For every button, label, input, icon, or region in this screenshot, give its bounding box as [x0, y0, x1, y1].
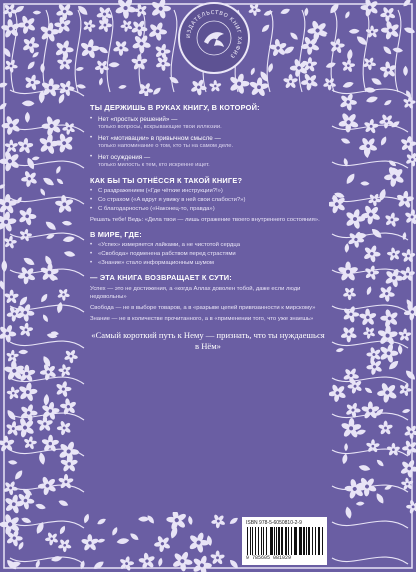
flower-ornament [53, 379, 74, 399]
leaf-ornament [228, 516, 239, 525]
flower-ornament [5, 349, 19, 363]
flower-ornament [337, 323, 360, 346]
leaf-ornament [250, 67, 256, 76]
leaf-ornament [280, 7, 291, 15]
flower-ornament [42, 529, 61, 548]
leaf-ornament [76, 83, 86, 89]
leaf-ornament [404, 369, 416, 382]
flower-ornament [51, 129, 78, 157]
vine-ornament [299, 10, 305, 92]
leaf-ornament [51, 555, 63, 563]
leaf-ornament [388, 159, 398, 168]
leaf-ornament [187, 515, 193, 525]
flower-ornament [148, 0, 174, 21]
leaf-ornament [22, 256, 36, 267]
logo-text: ИЗДАТЕЛЬСТВО КНИГ ХАФИЗ [185, 9, 243, 60]
barcode-bar [303, 527, 305, 555]
barcode-bar [306, 527, 307, 555]
barcode-bar [308, 527, 310, 555]
leaf-ornament [356, 501, 365, 506]
leaf-ornament [111, 526, 119, 536]
leaf-ornament [38, 452, 46, 465]
leaf-ornament [58, 499, 70, 507]
vine-ornament [332, 161, 408, 168]
flower-ornament [55, 53, 75, 73]
flower-ornament [373, 378, 402, 407]
barcode-bar [250, 527, 251, 555]
leaf-ornament [83, 513, 91, 524]
flower-ornament [402, 95, 416, 110]
flower-ornament [320, 74, 339, 92]
vine-ornament [332, 377, 408, 384]
flower-ornament [401, 249, 416, 263]
flower-ornament [340, 303, 362, 324]
leaf-ornament [57, 93, 66, 105]
vine-ornament [10, 161, 84, 168]
flower-ornament [357, 306, 380, 329]
barcode-bar [258, 527, 259, 555]
flower-ornament [334, 108, 363, 137]
leaf-ornament [8, 460, 18, 465]
flower-ornament [4, 289, 20, 304]
leaf-ornament [375, 492, 386, 505]
flower-ornament [357, 0, 383, 20]
flower-ornament [145, 19, 171, 44]
flower-ornament [15, 204, 39, 227]
leaf-ornament [56, 177, 65, 185]
leaf-ornament [364, 87, 376, 93]
vine-ornament [10, 341, 84, 348]
leaf-ornament [360, 181, 369, 186]
list-item: • С раздражением («Где чёткие инструкции?!») [90, 188, 223, 194]
leaf-ornament [358, 464, 371, 472]
leaf-ornament [43, 394, 49, 406]
leaf-ornament [26, 60, 36, 71]
list-item: • Нет осуждения — только милость к тем, кто искренне ищет. [90, 154, 210, 168]
flower-ornament [22, 72, 42, 92]
publisher-logo [178, 2, 250, 74]
barcode-bar [312, 527, 313, 555]
flower-ornament [208, 511, 228, 531]
flower-ornament [397, 456, 416, 481]
leaf-ornament [56, 301, 63, 313]
flower-ornament [16, 381, 39, 404]
section-essence [90, 273, 326, 323]
leaf-ornament [0, 183, 6, 190]
leaf-ornament [58, 525, 66, 536]
leaf-ornament [97, 538, 106, 543]
leaf-ornament [304, 7, 309, 16]
leaf-ornament [1, 260, 7, 273]
leaf-ornament [375, 458, 385, 467]
leaf-ornament [25, 112, 30, 123]
flower-ornament [56, 78, 77, 98]
leaf-ornament [129, 532, 140, 542]
leaf-ornament [33, 11, 41, 15]
flower-ornament [39, 400, 62, 422]
leaf-ornament [21, 516, 32, 524]
barcode-bar [281, 527, 283, 555]
flower-ornament [403, 497, 416, 517]
barcode-bar [300, 527, 301, 555]
flower-ornament [55, 286, 73, 303]
vine-ornament [10, 557, 84, 564]
flower-ornament [152, 42, 172, 62]
flower-ornament [377, 17, 404, 44]
barcode-bar [278, 527, 280, 555]
flower-ornament [78, 37, 102, 61]
isbn-text: ISBN 978-5-6050810-2-9 [246, 520, 302, 526]
leaf-ornament [392, 47, 403, 54]
flower-ornament [363, 264, 381, 282]
list-item: • «Знание» стало информационным шумом [90, 260, 214, 267]
flower-ornament [14, 262, 40, 288]
heading-in-world: В МИРЕ, ГДЕ: [90, 229, 142, 239]
barcode-bar [285, 527, 287, 555]
flower-ornament [187, 76, 209, 98]
flower-ornament [61, 347, 80, 366]
barcode-bar [261, 527, 262, 555]
leaf-ornament [17, 541, 25, 551]
flower-ornament [16, 137, 35, 155]
paragraph: Успех — это не достижения, а «когда Аллах доволен тобой, даже если люди недовольны» [90, 286, 301, 300]
decision-text: Решать тебе! Ведь: «Дела твои — лишь отражение твоего внутреннего состояния». [90, 216, 320, 223]
flower-ornament [362, 118, 380, 135]
leaf-ornament [403, 26, 416, 35]
leaf-ornament [97, 45, 109, 55]
section-book-contains [90, 103, 326, 169]
leaf-ornament [398, 345, 403, 355]
leaf-ornament [289, 31, 299, 41]
flower-ornament [0, 321, 20, 345]
list-item: • «Свобода» подменена рабством перед страстями [90, 251, 236, 258]
flower-ornament [398, 134, 416, 153]
leaf-ornament [62, 220, 73, 226]
leaf-ornament [344, 10, 351, 19]
barcode-bars [246, 527, 323, 555]
flower-ornament [357, 200, 385, 228]
flower-ornament [403, 208, 416, 226]
paragraph: Знание — не в количестве прочитанного, а в «применении того, что уже знаешь» [90, 316, 314, 323]
flower-ornament [385, 245, 403, 264]
leaf-ornament [92, 560, 105, 571]
leaf-ornament [75, 66, 84, 72]
leaf-ornament [364, 386, 374, 394]
flower-ornament [79, 531, 101, 554]
flower-ornament [361, 324, 379, 342]
heading-essence: — ЭТА КНИГА ВОЗВРАЩАЕТ К СУТИ: [90, 273, 232, 283]
flower-ornament [22, 435, 38, 451]
heading-book-contains: ТЫ ДЕРЖИШЬ В РУКАХ КНИГУ, В КОТОРОЙ: [90, 103, 260, 112]
leaf-ornament [31, 156, 40, 161]
flower-ornament [337, 262, 358, 282]
vine-ornament [332, 521, 408, 528]
flower-ornament [377, 58, 400, 81]
flower-ornament [208, 78, 224, 94]
flower-ornament [54, 417, 75, 438]
list-item: • С благодарностью («Наконец-то, правда») [90, 206, 215, 213]
flower-ornament [266, 36, 290, 60]
flower-ornament [376, 324, 399, 346]
flower-ornament [92, 57, 113, 77]
leaf-ornament [63, 250, 76, 258]
vine-ornament [267, 10, 273, 92]
flower-ornament [364, 23, 381, 40]
barcode-bar [247, 527, 248, 555]
leaf-ornament [157, 557, 163, 567]
leaf-ornament [346, 49, 353, 61]
leaf-ornament [44, 220, 58, 232]
barcode-digits: 9 785605 081029 [246, 555, 292, 561]
flower-ornament [52, 192, 77, 217]
barcode-bar [276, 527, 277, 555]
leaf-ornament [344, 443, 348, 451]
leaf-ornament [118, 84, 127, 89]
section-how-would-you-react [90, 176, 326, 224]
flower-ornament [340, 417, 363, 439]
vine-ornament [363, 10, 369, 92]
vine-ornament [332, 341, 408, 348]
leaf-ornament [22, 100, 35, 106]
barcode-bar [266, 527, 267, 555]
leaf-ornament [341, 453, 348, 465]
flower-ornament [397, 328, 412, 342]
leaf-ornament [96, 517, 107, 526]
flower-ornament [342, 206, 368, 231]
list-item: • Нет «мотивации» в привычном смысле — только напоминание о том, кто ты на самом деле. [90, 135, 234, 149]
leaf-ornament [344, 243, 349, 253]
leaf-ornament [35, 503, 47, 511]
barcode-bar [288, 527, 290, 555]
barcode-bar [322, 527, 323, 555]
leaf-ornament [152, 86, 163, 96]
vine-ornament [332, 305, 408, 312]
leaf-ornament [62, 235, 75, 243]
list-item: • Со страхом («А вдруг я увижу в ней свои слабости?») [90, 197, 246, 204]
heading-how-would-you-react: КАК БЫ ТЫ ОТНЁССЯ К ТАКОЙ КНИГЕ? [90, 176, 243, 185]
leaf-ornament [39, 293, 49, 304]
leaf-ornament [365, 95, 378, 104]
flower-ornament [57, 395, 80, 418]
barcode-bar [315, 527, 317, 555]
barcode-bar [255, 527, 256, 555]
vine-ornament [332, 233, 408, 240]
flower-ornament [18, 322, 35, 338]
leaf-ornament [335, 347, 344, 353]
barcode-bar [271, 527, 273, 555]
leaf-ornament [344, 172, 356, 186]
closing-quote: «Самый короткий путь к Нему — признать, что ты нуждаешься в Нём» [91, 330, 325, 351]
leaf-ornament [260, 23, 271, 33]
list-item: • Нет «простых решений» — только вопросы, вскрывающие твои иллюзии. [90, 116, 222, 130]
flower-ornament [0, 193, 19, 215]
annotation-text [90, 103, 326, 351]
flower-ornament [376, 111, 397, 132]
barcode-bar [318, 527, 320, 555]
flower-ornament [210, 550, 226, 565]
leaf-ornament [370, 76, 383, 86]
leaf-ornament [5, 408, 17, 421]
flower-ornament [383, 211, 401, 229]
leaf-ornament [18, 350, 28, 355]
leaf-ornament [98, 77, 103, 86]
barcode-bar [295, 527, 297, 555]
leaf-ornament [55, 165, 62, 174]
flower-ornament [18, 167, 42, 191]
bird-icon [204, 32, 224, 47]
flower-ornament [55, 536, 74, 555]
leaf-ornament [366, 286, 373, 296]
leaf-ornament [379, 136, 387, 147]
flower-ornament [340, 58, 356, 74]
flower-ornament [360, 242, 383, 265]
list-item: • «Успех» измеряется лайками, а не чистотой сердца [90, 241, 241, 248]
leaf-ornament [40, 63, 45, 73]
barcode-bar [252, 527, 253, 555]
flower-ornament [401, 422, 416, 442]
leaf-ornament [13, 469, 24, 481]
leaf-ornament [402, 408, 411, 414]
leaf-ornament [403, 66, 408, 76]
flower-ornament [226, 71, 253, 97]
flower-ornament [399, 476, 416, 493]
leaf-ornament [42, 313, 50, 322]
barcode-bar [291, 527, 292, 555]
leaf-ornament [39, 188, 46, 197]
flower-ornament [340, 284, 359, 303]
vine-ornament [332, 557, 408, 564]
flower-ornament [328, 37, 346, 55]
leaf-ornament [108, 62, 120, 68]
vine-ornament [10, 521, 84, 528]
leaf-ornament [342, 81, 355, 89]
barcode-bar [263, 527, 264, 555]
barcode-label [242, 517, 327, 565]
flower-ornament [81, 18, 98, 34]
flower-ornament [58, 474, 74, 490]
leaf-ornament [383, 99, 392, 107]
vine-ornament [75, 10, 81, 92]
leaf-ornament [349, 28, 360, 33]
barcode-bar [274, 527, 275, 555]
flower-ornament [18, 227, 34, 242]
leaf-ornament [116, 537, 129, 545]
leaf-ornament [382, 45, 393, 56]
leaf-ornament [344, 506, 352, 519]
flower-ornament [110, 37, 133, 59]
section-in-world [90, 230, 326, 268]
flower-ornament [378, 421, 393, 436]
vine-ornament [43, 10, 49, 92]
leaf-ornament [340, 137, 351, 145]
leaf-ornament [42, 176, 56, 188]
flower-ornament [0, 210, 19, 234]
flower-ornament [5, 384, 23, 402]
paragraph: Свобода — не в выборе товаров, а в «разрыве цепей привязанности к мирскому» [90, 304, 316, 311]
flower-ornament [117, 555, 135, 572]
leaf-ornament [168, 75, 180, 85]
flower-ornament [386, 443, 400, 456]
